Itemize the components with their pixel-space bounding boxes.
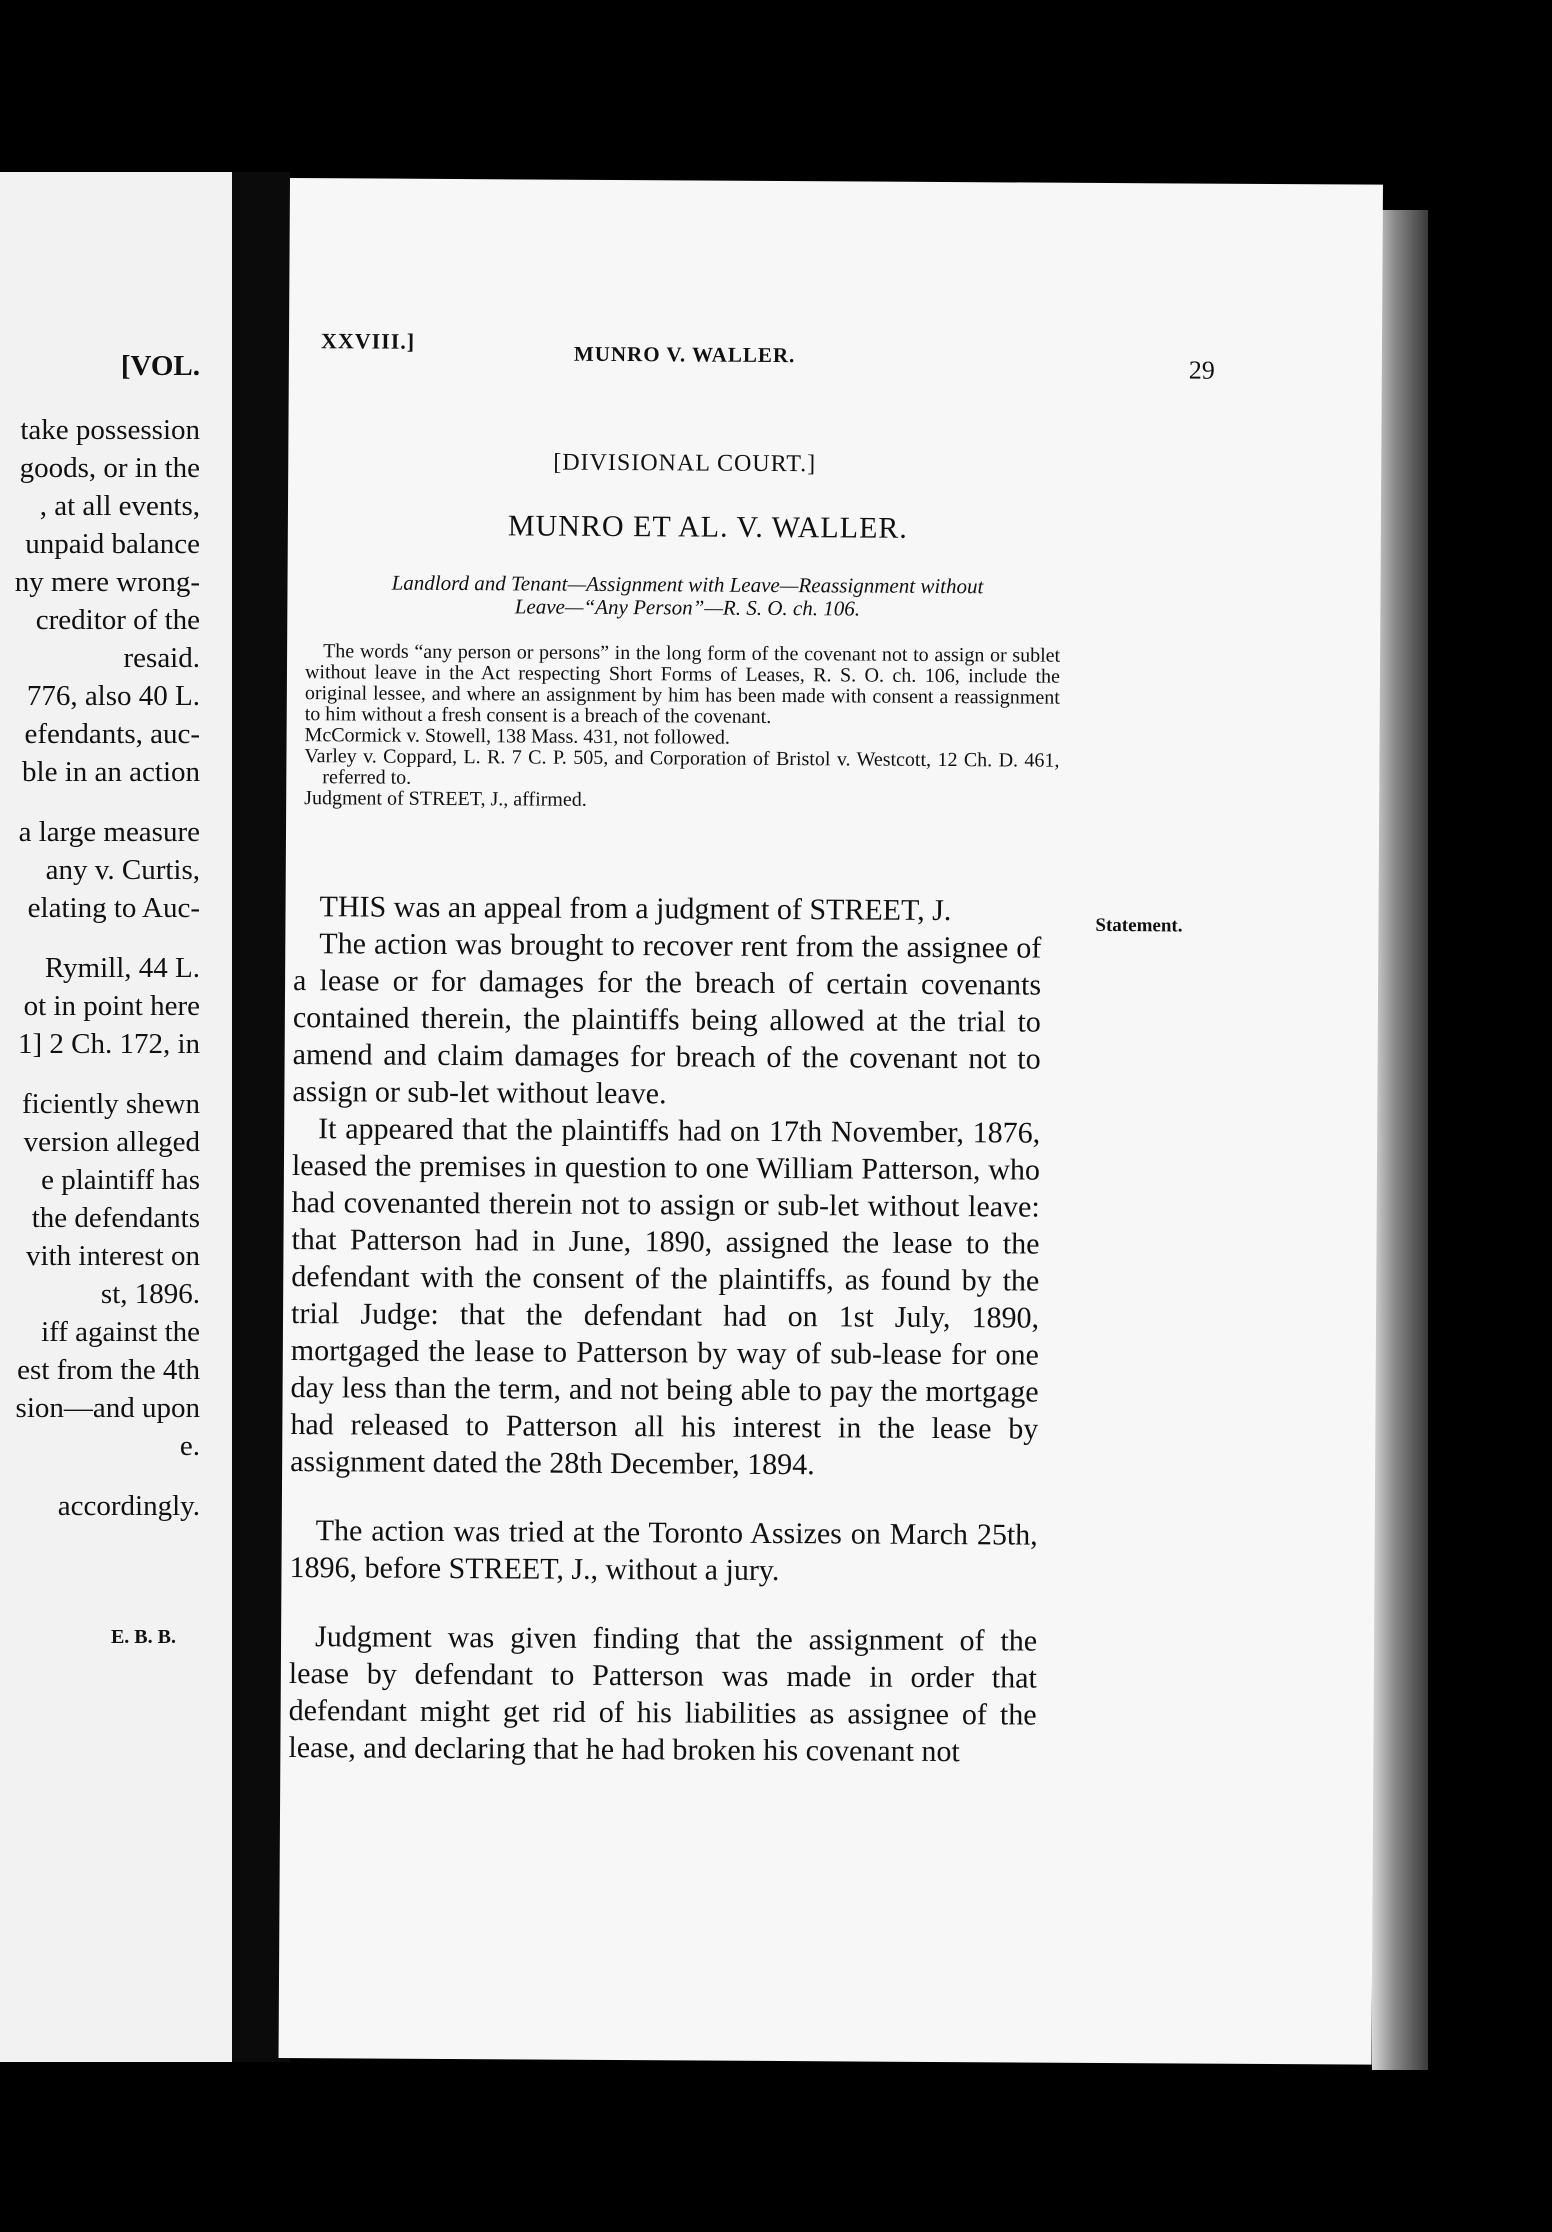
left-page-line: 776, also 40 L. xyxy=(26,680,200,712)
left-page xyxy=(0,172,232,2062)
paragraph: Judgment was given finding that the assignment of the lease by defendant to Patterson was made in order that defendant might get rid of his liabilities as assignee of the lease, and declaring that he had broken his covenant not xyxy=(288,1620,1038,1769)
left-page-line: ble in an action xyxy=(22,756,200,788)
right-page xyxy=(279,178,1383,2065)
headnote-topic xyxy=(317,571,1057,622)
left-page-line: st, 1896. xyxy=(100,1278,200,1310)
left-page-line: resaid. xyxy=(123,642,200,674)
left-page-line: efendants, auc- xyxy=(24,718,200,750)
headnote-citation: Varley v. Coppard, L. R. 7 C. P. 505, and Corporation of Bristol v. Westcott, 12 Ch. D. 461, referred to. xyxy=(304,745,1060,789)
paragraph: It appeared that the plaintiffs had on 17th November, 1876, leased the premises in question to one William Patterson, who had covenanted therein not to assign or sub-let without leave: that Patterson had in June, 1890, assigned the lease to the defendant with the consent of the plaintiffs, as found by the trial Judge: that the defendant had on 1st July, 1890, mortgaged the lease to Patterson by way of sub-lease for one day less than the term, and not being able to pay the mortgage had released to Patterson all his interest in the lease by assignment dated the 28th December, 1894. xyxy=(290,1112,1041,1482)
left-page-line: 1] 2 Ch. 172, in xyxy=(17,1028,200,1060)
left-page-line: unpaid balance xyxy=(25,528,200,560)
page-number: 29 xyxy=(1188,355,1215,385)
paragraph: The action was tried at the Toronto Assizes on March 25th, 1896, before STREET, J., without a jury. xyxy=(289,1514,1038,1588)
margin-note: Statement. xyxy=(1095,914,1183,937)
left-page-line: , at all events, xyxy=(39,490,200,522)
body-text xyxy=(288,888,1041,1771)
left-page-line: creditor of the xyxy=(35,604,200,636)
paragraph: THIS was an appeal from a judgment of STREET, J. xyxy=(319,890,952,928)
left-page-line: the defendants xyxy=(31,1202,200,1234)
left-page-line: ny mere wrong- xyxy=(14,566,200,598)
case-name: MUNRO ET AL. V. WALLER. xyxy=(507,509,908,545)
court-label: [DIVISIONAL COURT.] xyxy=(553,449,817,478)
headnote xyxy=(304,641,1060,814)
left-page-line: sion—and upon xyxy=(15,1392,200,1424)
left-page-line: take possession xyxy=(20,414,200,446)
left-page-line: iff against the xyxy=(41,1316,200,1348)
headnote-citation: McCormick v. Stowell, 138 Mass. 431, not followed. xyxy=(304,724,731,749)
left-page-line: ficiently shewn xyxy=(22,1088,200,1120)
header-volume: XXVIII.] xyxy=(320,328,416,354)
left-page-line: version alleged xyxy=(23,1126,200,1158)
left-page-line: Rymill, 44 L. xyxy=(44,952,200,984)
topic-line-1: Landlord and Tenant—Assignment with Leave—Reassignment without xyxy=(391,570,984,599)
left-page-line: any v. Curtis, xyxy=(45,854,200,886)
left-page-initials: E. B. B. xyxy=(110,1626,176,1648)
running-title: MUNRO V. WALLER. xyxy=(573,341,796,368)
left-page-line: e. xyxy=(179,1430,200,1462)
left-page-line: accordingly. xyxy=(57,1490,200,1522)
left-page-volume-label: [VOL. xyxy=(120,350,200,382)
left-page-line: est from the 4th xyxy=(17,1354,200,1386)
left-page-line: elating to Auc- xyxy=(27,892,200,924)
paragraph: The action was brought to recover rent from the assignee of a lease or for damages for the breach of certain covenants contained therein, the plaintiffs being allowed at the trial to amend and claim damages for breach of the covenant not to assign or sub-let without leave. xyxy=(292,927,1042,1111)
topic-line-2: Leave—“Any Person”—R. S. O. ch. 106. xyxy=(514,594,861,621)
left-page-line: vith interest on xyxy=(26,1240,200,1272)
headnote-holding: The words “any person or persons” in the long form of the covenant not to assign or sublet without leave in the Act respecting Short Forms of Leases, R. S. O. ch. 106, include the original lessee, and where an assignment by him has been made with consent a reassignment to him without a fresh consent is a breach of the covenant. xyxy=(304,640,1061,728)
left-page-line: goods, or in the xyxy=(19,452,200,484)
left-page-line: a large measure xyxy=(18,816,200,848)
left-page-line: ot in point here xyxy=(23,990,200,1022)
left-page-line: e plaintiff has xyxy=(41,1164,200,1196)
headnote-disposition: Judgment of STREET, J., affirmed. xyxy=(304,787,587,811)
